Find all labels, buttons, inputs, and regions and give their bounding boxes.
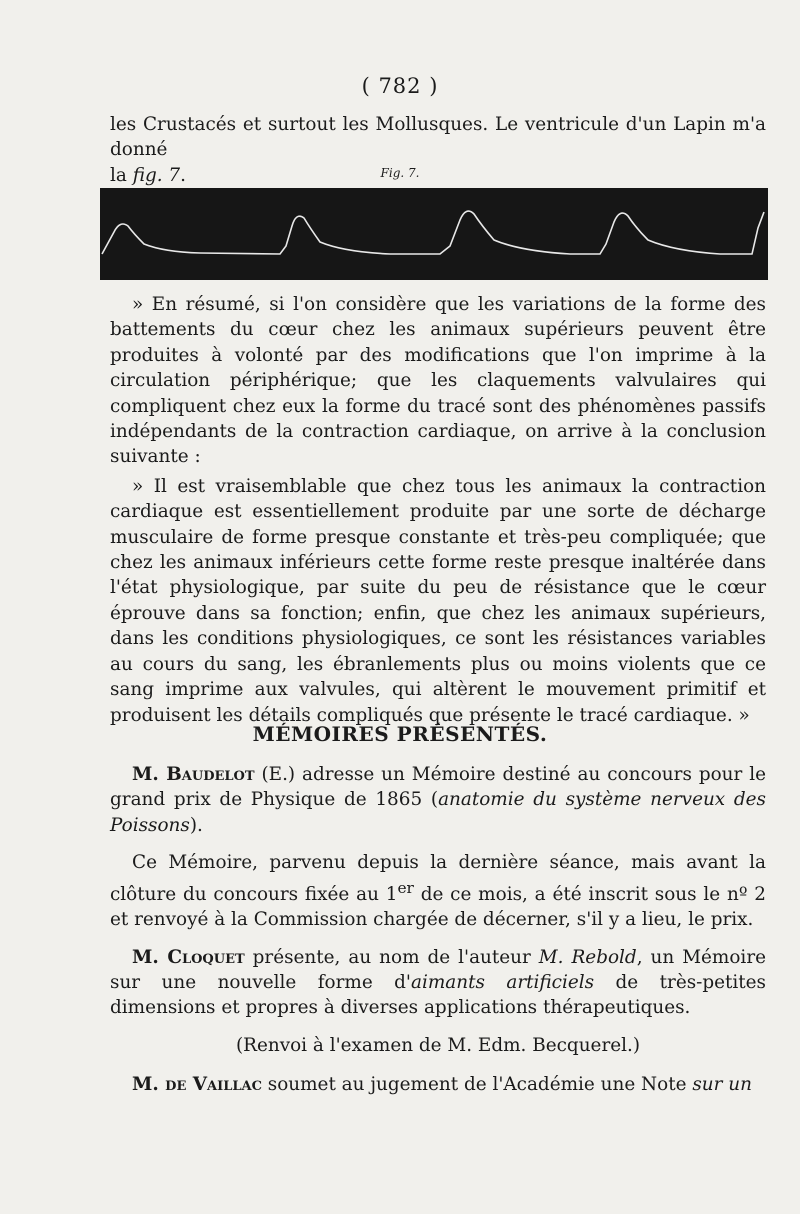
intro-line-1: les Crustacés et surtout les Mollusques. Le ventricule d'un Lapin m'a donné (110, 114, 766, 161)
figure-reference: fig. 7 (132, 164, 181, 186)
cardiac-trace-svg (100, 188, 768, 280)
baudelot-text-2: ). (189, 814, 203, 836)
paragraph-conclusion: » Il est vraisemblable que chez tous les animaux la contraction cardiaque est essentiellement produite par une sorte de décharge musculaire de forme presque constante et très-peu compliquée; que chez les animaux inférieurs cette forme reste presque inaltérée dans l'état physiologique, par suite du peu de résistance que le cœur éprouve dans sa fonction; enfin, que chez les animaux supérieurs, dans les conditions physiologiques, ce sont les résistances variables au cours du sang, les ébranlements plus ou moins violents que ce sang imprime aux valvules, qui altèrent le mouvement primitif et produisent les détails compliqués que présente le tracé cardiaque. » (110, 475, 766, 726)
vaillac-m: M. (132, 1074, 166, 1096)
baudelot-paragraph (110, 762, 766, 838)
vaillac-name: Vaillac (192, 1074, 262, 1096)
baudelot-text-1: (E.) adresse un Mémoire destiné au concours pour le grand prix de Physique de 1865 ( (110, 764, 766, 811)
page-number: ( 782 ) (361, 74, 439, 98)
concours-text-1: Ce Mémoire, parvenu depuis la dernière séance, mais avant la clôture du concours fixée au 1 (110, 852, 766, 905)
cloquet-text-3: de très-petites dimensions et propres à diverses applications thérapeutiques. (110, 971, 766, 1019)
baudelot-subject: anatomie du système nerveux des Poissons (110, 789, 766, 836)
memoires-section (110, 762, 766, 1098)
vaillac-subject: sur un (692, 1074, 752, 1096)
figure-caption: Fig. 7. (380, 166, 420, 180)
concours-paragraph (110, 850, 766, 932)
cloquet-subject: aimants artificiels (411, 971, 595, 993)
cloquet-m: M. (132, 946, 168, 968)
concours-superscript: er (397, 878, 414, 897)
cardiac-trace-line (102, 211, 764, 254)
cloquet-name: Cloquet (167, 946, 245, 968)
concours-text-2: de ce mois, a été inscrit sous le nº 2 et renvoyé à la Commission chargée de décerner, s'il y a lieu, le prix. (110, 883, 766, 931)
baudelot-name: Baudelot (166, 764, 255, 785)
intro-line-2-suffix: . (180, 164, 186, 186)
cloquet-paragraph (110, 945, 766, 1021)
renvoi-line: (Renvoi à l'examen de M. Edm. Becquerel.) (235, 1034, 641, 1056)
cloquet-text-2: , un Mémoire sur une nouvelle forme d' (110, 946, 766, 993)
paragraph-resume: » En résumé, si l'on considère que les variations de la forme des battements du cœur chez les animaux supérieurs peuvent être produites à volonté par des modifications que l'on imprime à la circulation périphérique; que les claquements valvulaires qui compliquent chez eux la forme du tracé sont des phénomènes passifs indépendants de la contraction cardiaque, on arrive à la conclusion suivante : (110, 294, 766, 468)
section-title: MÉMOIRES PRÉSENTÉS. (252, 722, 548, 746)
intro-line-2-prefix: la (110, 164, 133, 186)
summary-section (110, 292, 766, 728)
cardiac-trace-figure (100, 188, 768, 280)
vaillac-text-1: soumet au jugement de l'Académie une Note (261, 1074, 693, 1096)
cloquet-text-1: présente, au nom de l'auteur (244, 946, 539, 968)
vaillac-de: de (165, 1074, 193, 1096)
vaillac-paragraph (110, 1072, 766, 1097)
cloquet-author: M. Rebold (538, 946, 637, 968)
baudelot-m: M. (132, 764, 167, 785)
